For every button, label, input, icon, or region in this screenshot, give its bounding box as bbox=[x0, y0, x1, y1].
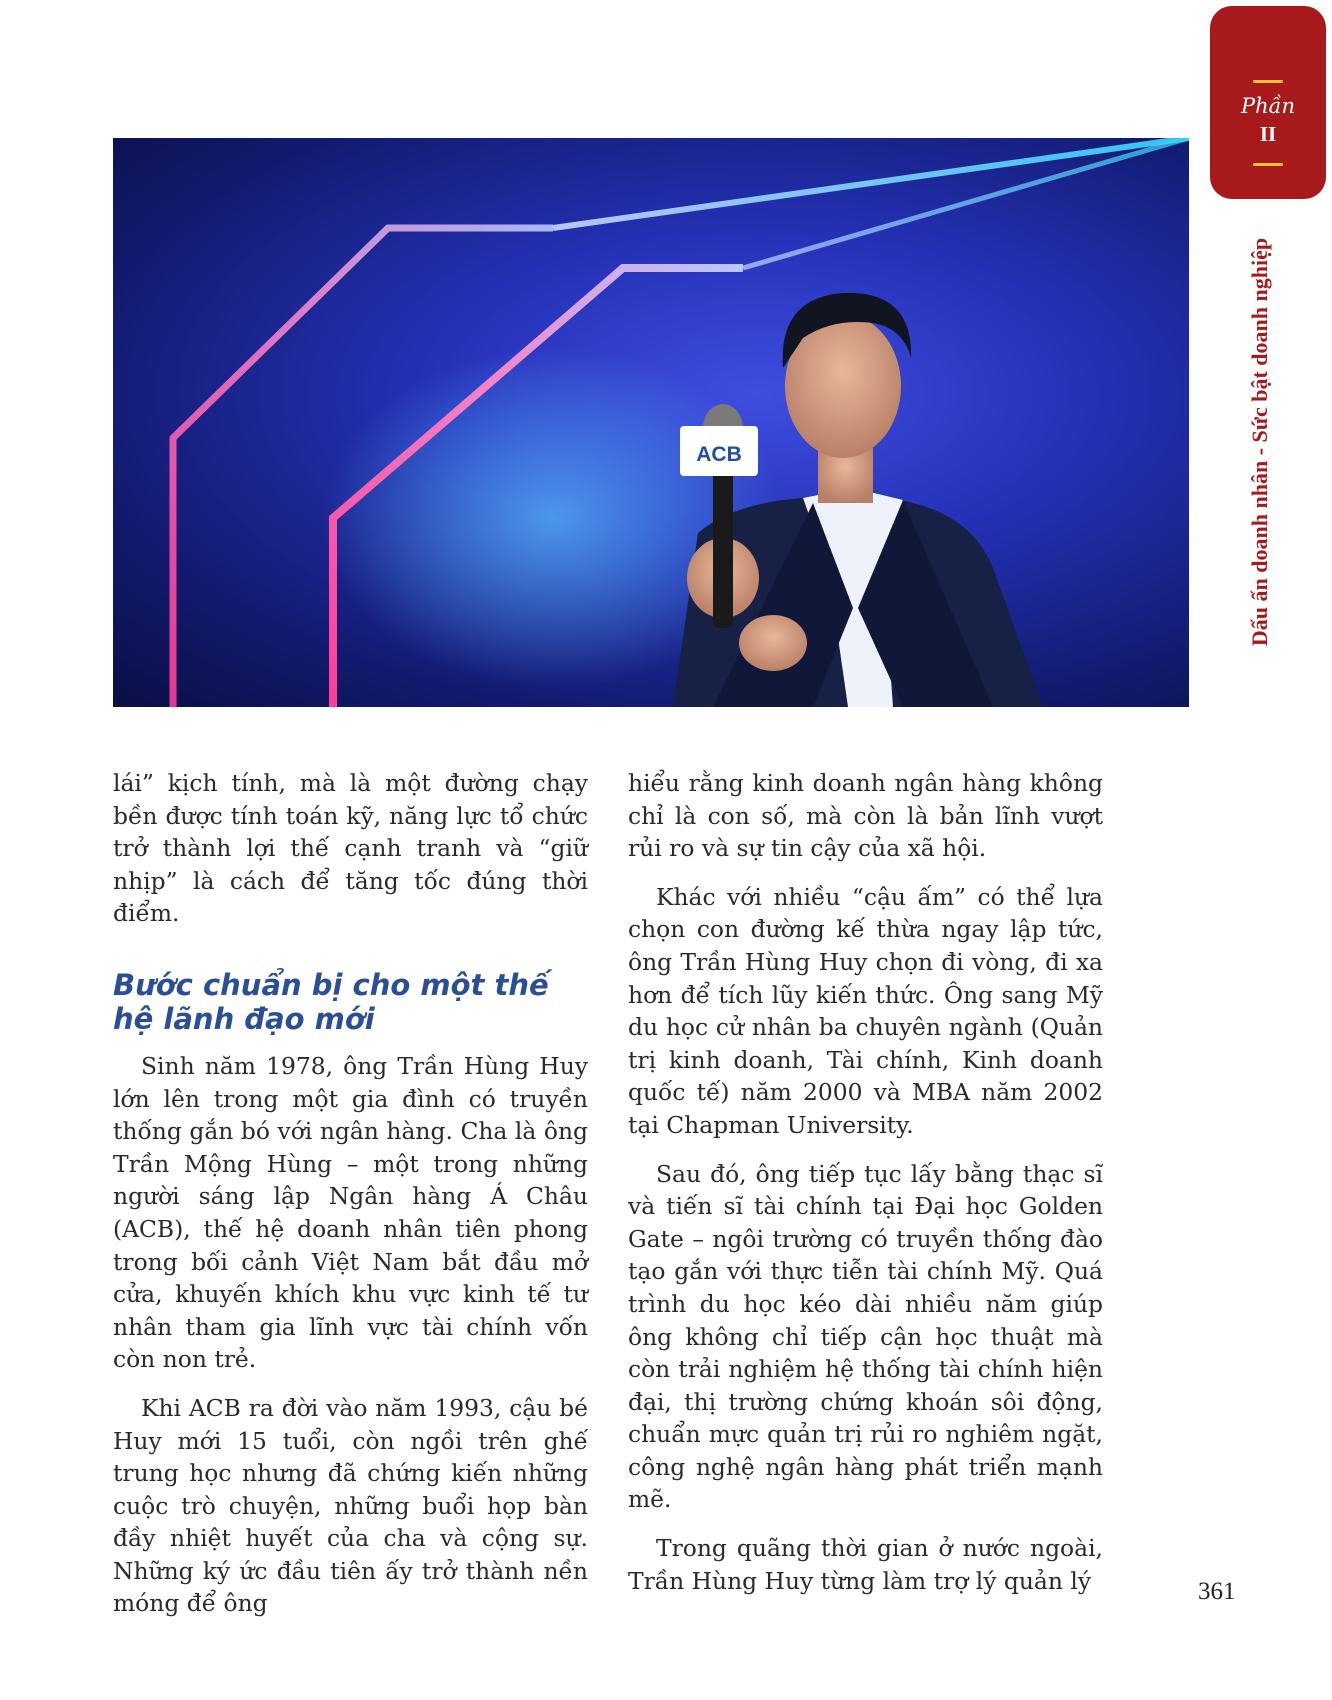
left-paragraph-2: Sinh năm 1978, ông Trần Hùng Huy lớn lên trong một gia đình có truyền thống gắn bó với ngân hàng. Cha là ông Trần Mộng Hùng – một trong những người sáng lập Ngân hàng Á Châu (ACB), thế hệ doanh nhân tiên phong trong bối cảnh Việt Nam bắt đầu mở cửa, khuyến khích khu vực kinh tế tư nhân tham gia lĩnh vực tài chính vốn còn non trẻ. bbox=[113, 1051, 588, 1374]
left-column bbox=[113, 767, 588, 1636]
right-paragraph-3: Sau đó, ông tiếp tục lấy bằng thạc sĩ và tiến sĩ tài chính tại Đại học Golden Gate – ngôi trường có truyền thống đào tạo gắn với thực tiễn tài chính Mỹ. Quá trình du học kéo dài nhiều năm giúp ông không chỉ tiếp cận học thuật mà còn trải nghiệm hệ thống tài chính hiện đại, thị trường chứng khoán sôi động, chuẩn mực quản trị rủi ro nghiêm ngặt, công nghệ ngân hàng phát triển mạnh mẽ. bbox=[628, 1159, 1103, 1514]
left-paragraph-1: lái” kịch tính, mà là một đường chạy bền được tính toán kỹ, năng lực tổ chức trở thành lợi thế cạnh tranh và “giữ nhịp” là cách để tăng tốc đúng thời điểm. bbox=[113, 769, 588, 928]
right-paragraph-4: Trong quãng thời gian ở nước ngoài, Trần Hùng Huy từng làm trợ lý quản lý bbox=[628, 1534, 1103, 1595]
right-paragraph-2: Khác với nhiều “cậu ấm” có thể lựa chọn con đường kế thừa ngay lập tức, ông Trần Hùng Huy chọn đi vòng, đi xa hơn để tích lũy kiến thức. Ông sang Mỹ du học cử nhân ba chuyên ngành (Quản trị kinh doanh, Tài chính, Kinh doanh quốc tế) năm 2000 và MBA năm 2002 tại Chapman University. bbox=[628, 882, 1103, 1139]
section-numeral: II bbox=[1259, 122, 1277, 146]
section-tab bbox=[1210, 6, 1326, 199]
tab-rule-top bbox=[1253, 80, 1283, 83]
side-running-title bbox=[1240, 222, 1280, 662]
page-number: 361 bbox=[1198, 1578, 1236, 1605]
section-label: Phần bbox=[1240, 94, 1296, 118]
speaker-photo bbox=[113, 138, 1189, 707]
speaker-photo-illustration bbox=[113, 138, 1189, 707]
left-paragraph-3: Khi ACB ra đời vào năm 1993, cậu bé Huy mới 15 tuổi, còn ngồi trên ghế trung học nhưng đã chứng kiến những cuộc trò chuyện, những buổi họp bàn đầy nhiệt huyết của cha và cộng sự. Những ký ức đầu tiên ấy trở thành nền móng để ông bbox=[113, 1393, 588, 1618]
side-title-text: Dấu ấn doanh nhân - Sức bật doanh nghiệp bbox=[1247, 237, 1272, 647]
right-column bbox=[628, 767, 1103, 1613]
mic-logo: ACB bbox=[696, 443, 742, 466]
speaker-figure bbox=[673, 293, 1043, 707]
section-heading: Bước chuẩn bị cho một thế hệ lãnh đạo mới bbox=[113, 967, 549, 1036]
tab-rule-bottom bbox=[1253, 163, 1283, 166]
right-paragraph-1: hiểu rằng kinh doanh ngân hàng không chỉ là con số, mà còn là bản lĩnh vượt rủi ro và sự tin cậy của xã hội. bbox=[628, 769, 1103, 863]
